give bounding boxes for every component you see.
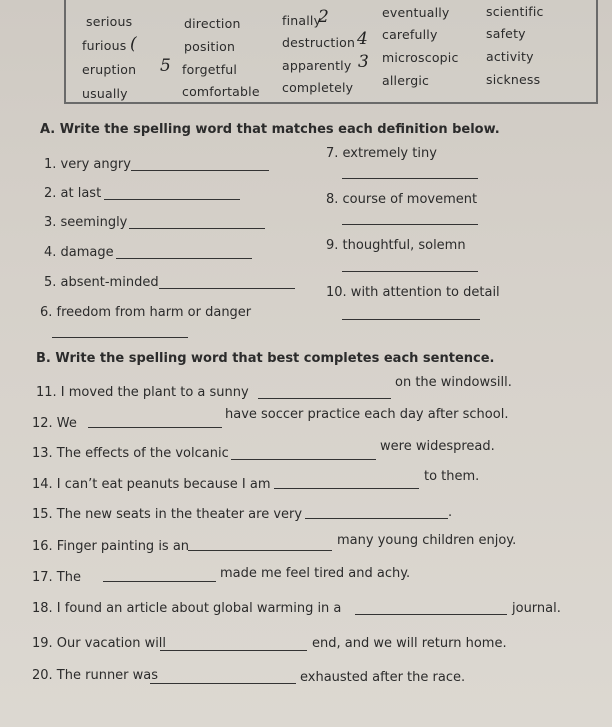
- answer-blank[interactable]: [116, 258, 252, 259]
- sentence-start: 17. The: [32, 570, 81, 585]
- word-bank-word: eruption: [82, 62, 137, 77]
- sentence-end: on the windowsill.: [395, 375, 512, 390]
- handwritten-mark: 4: [357, 29, 368, 49]
- definition-item: 8. course of movement: [326, 192, 478, 207]
- sentence-start: 15. The new seats in the theater are very: [32, 507, 303, 522]
- word-bank-word: usually: [82, 86, 128, 101]
- definition-item: 7. extremely tiny: [326, 146, 437, 161]
- definition-item: 5. absent-minded: [44, 275, 159, 290]
- word-bank-word: direction: [184, 16, 241, 31]
- sentence-start: 11. I moved the plant to a sunny: [36, 385, 249, 400]
- word-bank-word: serious: [86, 14, 133, 29]
- sentence-end: have soccer practice each day after school.: [225, 407, 509, 422]
- sentence-start: 16. Finger painting is an: [32, 539, 190, 554]
- word-bank-word: activity: [486, 49, 534, 64]
- handwritten-mark: 3: [358, 52, 369, 72]
- answer-blank[interactable]: [150, 683, 296, 684]
- word-bank-word: finally: [282, 13, 322, 28]
- word-bank-word: forgetful: [182, 62, 238, 77]
- word-bank-word: allergic: [382, 73, 430, 88]
- sentence-end: many young children enjoy.: [337, 533, 517, 548]
- definition-item: 9. thoughtful, solemn: [326, 238, 466, 253]
- definition-item: 6. freedom from harm or danger: [40, 305, 252, 320]
- word-bank-word: apparently: [282, 58, 352, 73]
- word-bank-word: safety: [486, 26, 526, 41]
- word-bank-word: eventually: [382, 5, 450, 20]
- answer-blank[interactable]: [104, 199, 240, 200]
- word-bank-word: destruction: [282, 35, 356, 50]
- word-bank-word: furious: [82, 38, 127, 53]
- sentence-start: 20. The runner was: [32, 668, 159, 683]
- sentence-start: 18. I found an article about global warming in a: [32, 601, 342, 616]
- sentence-end: to them.: [424, 469, 480, 484]
- sentence-start: 12. We: [32, 416, 77, 431]
- sentence-end: exhausted after the race.: [300, 670, 466, 685]
- answer-blank[interactable]: [342, 319, 480, 320]
- word-bank-word: sickness: [486, 72, 541, 87]
- sentence-start: 14. I can’t eat peanuts because I am: [32, 477, 271, 492]
- answer-blank[interactable]: [159, 288, 295, 289]
- handwritten-mark: 2: [318, 7, 329, 27]
- definition-item: 4. damage: [44, 245, 114, 260]
- answer-blank[interactable]: [129, 228, 265, 229]
- handwritten-mark: (: [130, 34, 137, 54]
- word-bank-word: comfortable: [182, 84, 260, 99]
- definition-item: 2. at last: [44, 186, 102, 201]
- answer-blank[interactable]: [103, 581, 216, 582]
- sentence-start: 19. Our vacation will: [32, 636, 167, 651]
- sentence-end: .: [448, 505, 453, 520]
- section-b-heading: B. Write the spelling word that best completes each sentence.: [36, 351, 495, 366]
- word-bank-word: scientific: [486, 4, 544, 19]
- answer-blank[interactable]: [355, 614, 507, 615]
- answer-blank[interactable]: [52, 337, 188, 338]
- sentence-end: journal.: [512, 601, 561, 616]
- answer-blank[interactable]: [88, 427, 222, 428]
- answer-blank[interactable]: [131, 170, 269, 171]
- sentence-end: end, and we will return home.: [312, 636, 507, 651]
- answer-blank[interactable]: [160, 650, 307, 651]
- definition-item: 10. with attention to detail: [326, 285, 500, 300]
- answer-blank[interactable]: [274, 488, 419, 489]
- answer-blank[interactable]: [342, 178, 478, 179]
- word-bank-word: position: [184, 39, 236, 54]
- word-bank-word: carefully: [382, 27, 438, 42]
- definition-item: 3. seemingly: [44, 215, 128, 230]
- answer-blank[interactable]: [188, 550, 332, 551]
- answer-blank[interactable]: [342, 271, 478, 272]
- answer-blank[interactable]: [305, 518, 448, 519]
- answer-blank[interactable]: [231, 459, 376, 460]
- sentence-end: made me feel tired and achy.: [220, 566, 411, 581]
- handwritten-mark: 5: [160, 56, 171, 76]
- sentence-start: 13. The effects of the volcanic: [32, 446, 229, 461]
- section-a-heading: A. Write the spelling word that matches each definition below.: [40, 122, 500, 137]
- sentence-end: were widespread.: [380, 439, 495, 454]
- answer-blank[interactable]: [258, 398, 391, 399]
- answer-blank[interactable]: [342, 224, 478, 225]
- word-bank-word: microscopic: [382, 50, 459, 65]
- word-bank-word: completely: [282, 80, 354, 95]
- definition-item: 1. very angry: [44, 157, 131, 172]
